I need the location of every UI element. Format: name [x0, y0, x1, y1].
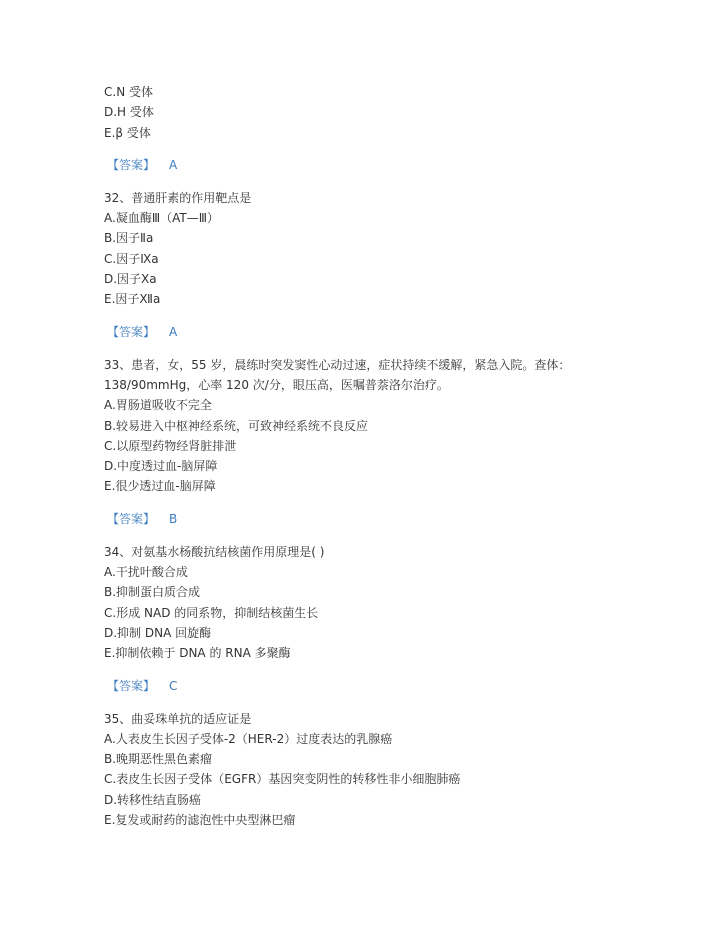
- answer-value: B: [169, 511, 178, 526]
- option-d: D.抑制 DNA 回旋酶: [104, 625, 212, 640]
- question-stem: 34、对氨基水杨酸抗结核菌作用原理是( ): [104, 544, 325, 559]
- answer-label: 【答案】: [107, 678, 156, 693]
- option-c: C.N 受体: [104, 85, 153, 99]
- question-stem: 33、患者，女，55 岁，晨练时突发窦性心动过速，症状持续不缓解，紧急入院。查体：138/90mmHg，心率 120 次/分，眼压高，医嘱普萘洛尔治疗。: [104, 357, 571, 392]
- option-c: C.表皮生长因子受体（EGFR）基因突变阴性的转移性非小细胞肺癌: [104, 772, 461, 787]
- answer-value: A: [169, 324, 178, 339]
- option-a: A.人表皮生长因子受体-2（HER-2）过度表达的乳腺癌: [104, 731, 393, 746]
- answer-line: [104, 509, 624, 529]
- question-35: [104, 709, 624, 831]
- option-c: C.形成 NAD 的同系物，抑制结核菌生长: [104, 605, 319, 620]
- option-e: E.β 受体: [104, 125, 151, 140]
- option-a: A.胃肠道吸收不完全: [104, 398, 212, 413]
- answer-line: [104, 155, 624, 175]
- option-d: D.H 受体: [104, 105, 154, 120]
- question-31-tail: [104, 82, 624, 175]
- option-d: D.中度透过血-脑屏障: [104, 459, 218, 474]
- option-d: D.因子Ⅹa: [104, 272, 157, 287]
- answer-value: C: [169, 678, 178, 693]
- option-e: E.因子Ⅻa: [104, 292, 161, 307]
- answer-line: [104, 322, 624, 342]
- option-b: B.较易进入中枢神经系统，可致神经系统不良反应: [104, 418, 369, 433]
- option-e: E.复发或耐药的滤泡性中央型淋巴瘤: [104, 813, 296, 828]
- option-a: A.凝血酶Ⅲ（AT—Ⅲ）: [104, 211, 219, 226]
- question-34: [104, 542, 624, 696]
- answer-label: 【答案】: [107, 324, 156, 339]
- answer-value: A: [169, 157, 178, 172]
- option-e: E.很少透过血-脑屏障: [104, 479, 216, 494]
- answer-line: [104, 676, 624, 696]
- option-b: B.因子Ⅱa: [104, 231, 154, 246]
- option-c: C.因子Ⅸa: [104, 251, 159, 266]
- option-c: C.以原型药物经肾脏排泄: [104, 438, 237, 453]
- answer-label: 【答案】: [107, 511, 156, 526]
- question-list: [104, 82, 624, 830]
- answer-label: 【答案】: [107, 157, 156, 172]
- option-e: E.抑制依赖于 DNA 的 RNA 多聚酶: [104, 646, 291, 661]
- question-33: [104, 355, 624, 529]
- option-b: B.晚期恶性黑色素瘤: [104, 752, 213, 767]
- option-a: A.干扰叶酸合成: [104, 565, 188, 580]
- question-stem: 35、曲妥珠单抗的适应证是: [104, 711, 252, 726]
- question-32: [104, 188, 624, 342]
- option-d: D.转移性结直肠癌: [104, 792, 202, 807]
- option-b: B.抑制蛋白质合成: [104, 585, 201, 600]
- question-stem: 32、普通肝素的作用靶点是: [104, 190, 252, 205]
